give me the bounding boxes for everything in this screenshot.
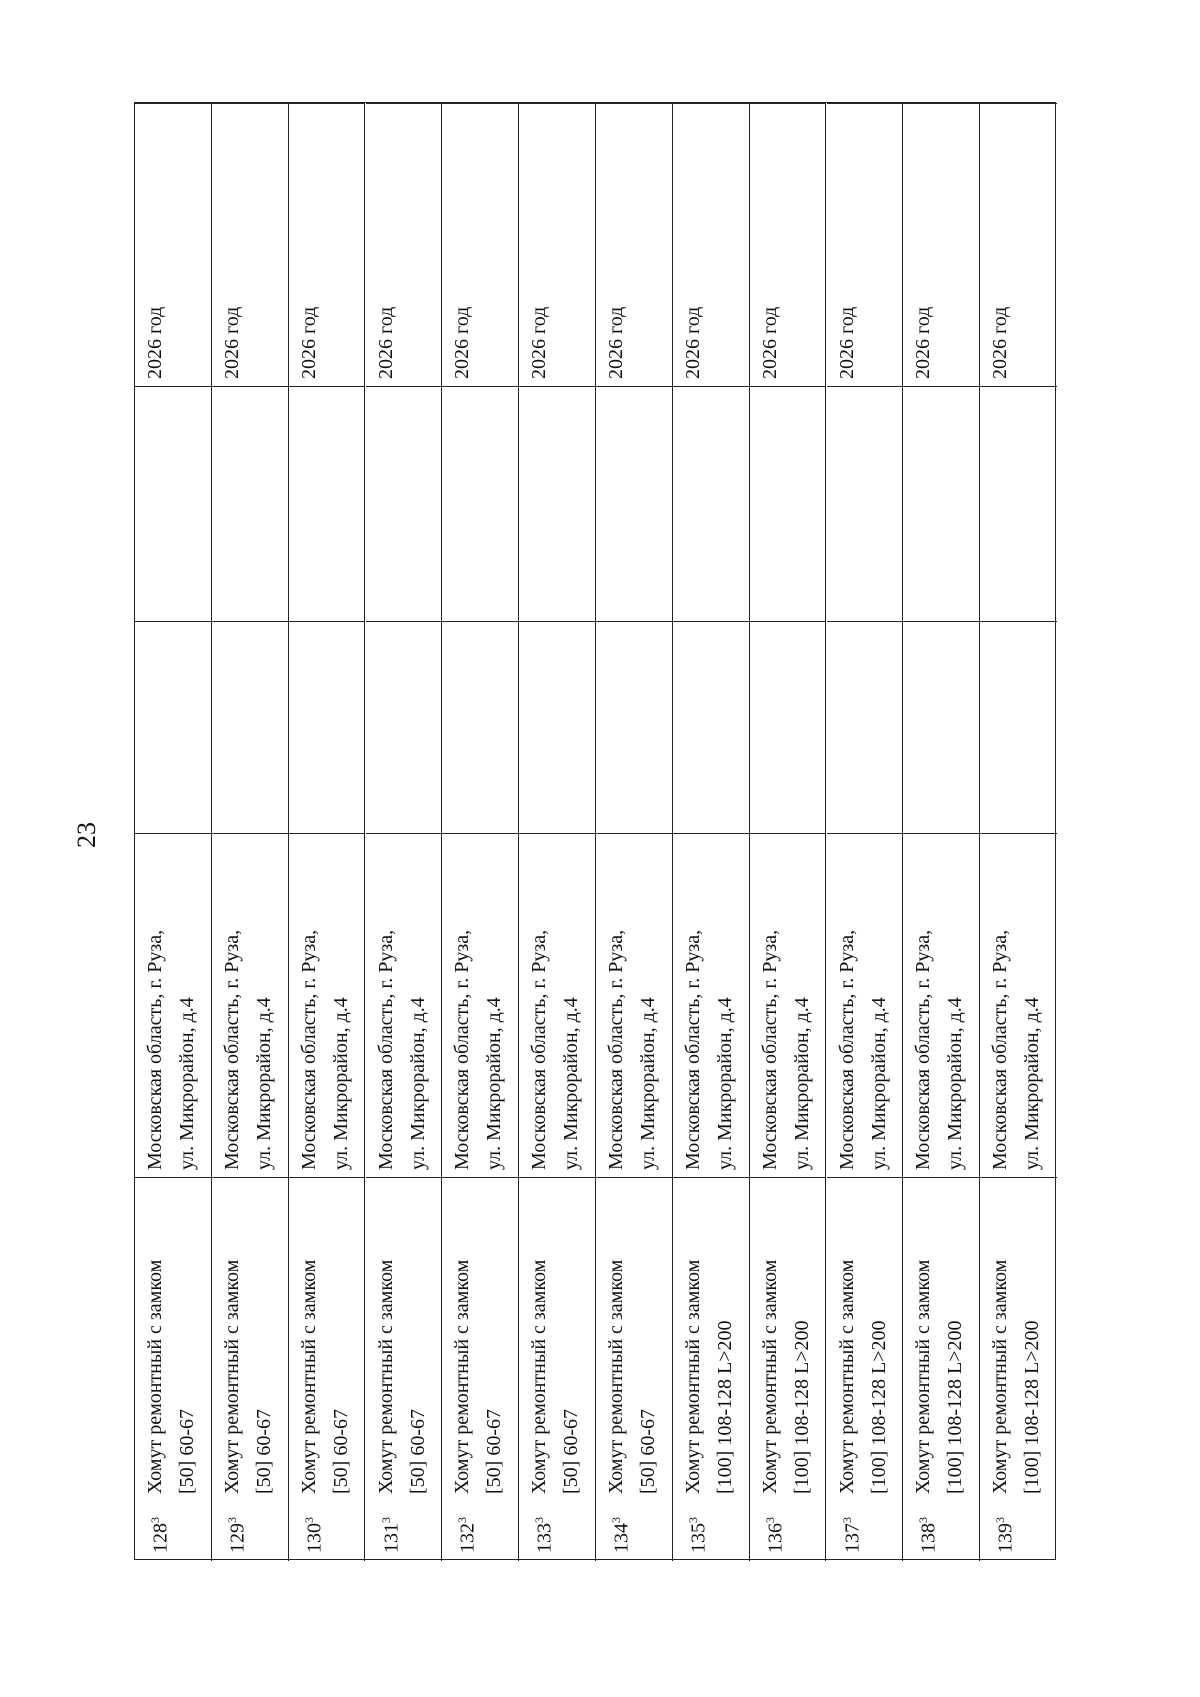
item-name-cell [366, 1177, 442, 1501]
row-number: $133^3$ [532, 1517, 556, 1553]
row-number: $139^3$ [993, 1517, 1017, 1553]
table-row [366, 103, 443, 1561]
item-name-line1: Хомут ремонтный с замком [989, 1259, 1012, 1494]
address-line1: Московская область, г. Руза, [835, 929, 858, 1170]
row-number-cell [519, 1501, 595, 1561]
empty-cell [442, 386, 518, 621]
year-value: 2026 год [451, 306, 474, 379]
item-name-line1: Хомут ремонтный с замком [912, 1259, 935, 1494]
item-name-line1: Хомут ремонтный с замком [144, 1259, 166, 1494]
row-number: $129^3$ [224, 1517, 249, 1553]
item-name-cell [596, 1177, 672, 1501]
address-line1: Московская область, г. Руза, [451, 929, 474, 1170]
address-line1: Московская область, г. Руза, [912, 929, 935, 1170]
table-row [442, 103, 519, 1561]
address-line1: Московская область, г. Руза, [605, 929, 627, 1170]
item-name-line2: [50] 60-67 [483, 1409, 506, 1494]
address-line2: ул. Микрорайон, д.4 [329, 997, 352, 1170]
address-line1: Московская область, г. Руза, [681, 929, 704, 1170]
item-name-cell [750, 1177, 826, 1501]
table-row [212, 103, 289, 1561]
year-value: 2026 год [989, 306, 1012, 379]
item-name-cell [212, 1177, 288, 1501]
item-name-line1: Хомут ремонтный с замком [528, 1259, 551, 1494]
empty-cell [673, 386, 749, 621]
empty-cell [827, 621, 903, 833]
row-number: $128^3$ [148, 1517, 172, 1553]
address-cell [750, 833, 826, 1177]
page-number: 23 [72, 822, 101, 848]
address-line1: Московская область, г. Руза, [297, 929, 320, 1170]
address-cell [673, 833, 749, 1177]
year-value: 2026 год [758, 306, 781, 379]
row-number: $130^3$ [301, 1517, 326, 1553]
address-cell [980, 833, 1057, 1177]
empty-cell [903, 386, 979, 621]
item-name-line1: Хомут ремонтный с замком [835, 1259, 858, 1494]
equipment-table [134, 102, 1056, 1560]
row-number: $132^3$ [455, 1517, 479, 1553]
row-number-cell [827, 1501, 903, 1561]
address-line2: ул. Микрорайон, д.4 [176, 997, 198, 1170]
row-number: $135^3$ [685, 1517, 710, 1553]
empty-cell [366, 621, 442, 833]
item-name-cell [519, 1177, 595, 1501]
table-row [827, 103, 904, 1561]
address-line2: ул. Микрорайон, д.4 [867, 997, 890, 1170]
address-cell [442, 833, 518, 1177]
year-cell [827, 103, 903, 386]
year-cell [212, 103, 288, 386]
empty-cell [212, 621, 288, 833]
year-value: 2026 год [144, 306, 166, 379]
address-line1: Московская область, г. Руза, [758, 929, 781, 1170]
address-line2: ул. Микрорайон, д.4 [560, 997, 583, 1170]
year-value: 2026 год [220, 306, 243, 379]
address-line1: Московская область, г. Руза, [144, 929, 166, 1170]
item-name-line2: [50] 60-67 [329, 1409, 352, 1494]
row-number-cell [596, 1501, 672, 1561]
item-name-line1: Хомут ремонтный с замком [451, 1259, 474, 1494]
table-row [519, 103, 596, 1561]
address-line1: Московская область, г. Руза, [220, 929, 243, 1170]
address-cell [289, 833, 365, 1177]
row-number: $134^3$ [609, 1517, 633, 1553]
item-name-line2: [50] 60-67 [637, 1409, 659, 1494]
row-number-cell [673, 1501, 749, 1561]
year-cell [980, 103, 1057, 386]
address-line2: ул. Микрорайон, д.4 [713, 997, 736, 1170]
year-cell [519, 103, 595, 386]
year-cell [135, 103, 211, 386]
table-row [596, 103, 673, 1561]
empty-cell [366, 386, 442, 621]
item-name-line2: [100] 108-128 L>200 [867, 1320, 890, 1494]
address-line1: Московская область, г. Руза, [989, 929, 1012, 1170]
empty-cell [827, 386, 903, 621]
empty-cell [442, 621, 518, 833]
address-line2: ул. Микрорайон, д.4 [1021, 997, 1044, 1170]
address-cell [212, 833, 288, 1177]
item-name-line2: [100] 108-128 L>200 [713, 1320, 736, 1494]
year-value: 2026 год [605, 306, 627, 379]
item-name-line1: Хомут ремонтный с замком [220, 1259, 243, 1494]
empty-cell [750, 386, 826, 621]
address-line1: Московская область, г. Руза, [374, 929, 397, 1170]
item-name-cell [289, 1177, 365, 1501]
address-cell [596, 833, 672, 1177]
empty-cell [135, 621, 211, 833]
year-value: 2026 год [528, 306, 551, 379]
row-number-cell [750, 1501, 826, 1561]
year-value: 2026 год [297, 306, 320, 379]
empty-cell [596, 386, 672, 621]
year-cell [289, 103, 365, 386]
address-line2: ул. Микрорайон, д.4 [483, 997, 506, 1170]
row-number: $131^3$ [378, 1517, 403, 1553]
item-name-cell [827, 1177, 903, 1501]
item-name-line1: Хомут ремонтный с замком [374, 1259, 397, 1494]
address-line2: ул. Микрорайон, д.4 [252, 997, 275, 1170]
address-cell [135, 833, 211, 1177]
empty-cell [289, 621, 365, 833]
row-number-cell [212, 1501, 288, 1561]
empty-cell [596, 621, 672, 833]
row-number-cell [366, 1501, 442, 1561]
empty-cell [519, 386, 595, 621]
row-number-cell [903, 1501, 979, 1561]
address-line2: ул. Микрорайон, д.4 [406, 997, 429, 1170]
item-name-line1: Хомут ремонтный с замком [297, 1259, 320, 1494]
address-line2: ул. Микрорайон, д.4 [790, 997, 813, 1170]
address-cell [903, 833, 979, 1177]
item-name-line2: [100] 108-128 L>200 [1021, 1320, 1044, 1494]
item-name-line1: Хомут ремонтный с замком [605, 1259, 627, 1494]
row-number: $137^3$ [839, 1517, 864, 1553]
item-name-line2: [100] 108-128 L>200 [790, 1320, 813, 1494]
empty-cell [289, 386, 365, 621]
year-cell [366, 103, 442, 386]
row-number: $138^3$ [916, 1517, 940, 1553]
year-cell [442, 103, 518, 386]
item-name-line2: [50] 60-67 [406, 1409, 429, 1494]
row-number-cell [289, 1501, 365, 1561]
empty-cell [750, 621, 826, 833]
address-cell [366, 833, 442, 1177]
address-line1: Московская область, г. Руза, [528, 929, 551, 1170]
item-name-line2: [50] 60-67 [176, 1409, 198, 1494]
empty-cell [519, 621, 595, 833]
year-value: 2026 год [912, 306, 935, 379]
item-name-line1: Хомут ремонтный с замком [758, 1259, 781, 1494]
year-value: 2026 год [835, 306, 858, 379]
empty-cell [135, 386, 211, 621]
row-number-cell [135, 1501, 211, 1561]
empty-cell [673, 621, 749, 833]
item-name-cell [980, 1177, 1057, 1501]
row-number-cell [980, 1501, 1057, 1561]
item-name-cell [135, 1177, 211, 1501]
year-cell [903, 103, 979, 386]
item-name-cell [442, 1177, 518, 1501]
table-row [750, 103, 827, 1561]
table-row [135, 103, 212, 1561]
empty-cell [980, 386, 1057, 621]
empty-cell [980, 621, 1057, 833]
item-name-line2: [50] 60-67 [252, 1409, 275, 1494]
year-value: 2026 год [681, 306, 704, 379]
item-name-line2: [100] 108-128 L>200 [944, 1320, 967, 1494]
year-cell [673, 103, 749, 386]
item-name-line1: Хомут ремонтный с замком [681, 1259, 704, 1494]
year-cell [596, 103, 672, 386]
row-number: $136^3$ [762, 1517, 787, 1553]
table-row [980, 103, 1057, 1561]
address-line2: ул. Микрорайон, д.4 [637, 997, 659, 1170]
item-name-cell [903, 1177, 979, 1501]
table-row [289, 103, 366, 1561]
address-cell [519, 833, 595, 1177]
year-value: 2026 год [374, 306, 397, 379]
address-line2: ул. Микрорайон, д.4 [944, 997, 967, 1170]
item-name-cell [673, 1177, 749, 1501]
address-cell [827, 833, 903, 1177]
empty-cell [903, 621, 979, 833]
table-row [673, 103, 750, 1561]
table-row [903, 103, 980, 1561]
row-number-cell [442, 1501, 518, 1561]
item-name-line2: [50] 60-67 [560, 1409, 583, 1494]
year-cell [750, 103, 826, 386]
empty-cell [212, 386, 288, 621]
